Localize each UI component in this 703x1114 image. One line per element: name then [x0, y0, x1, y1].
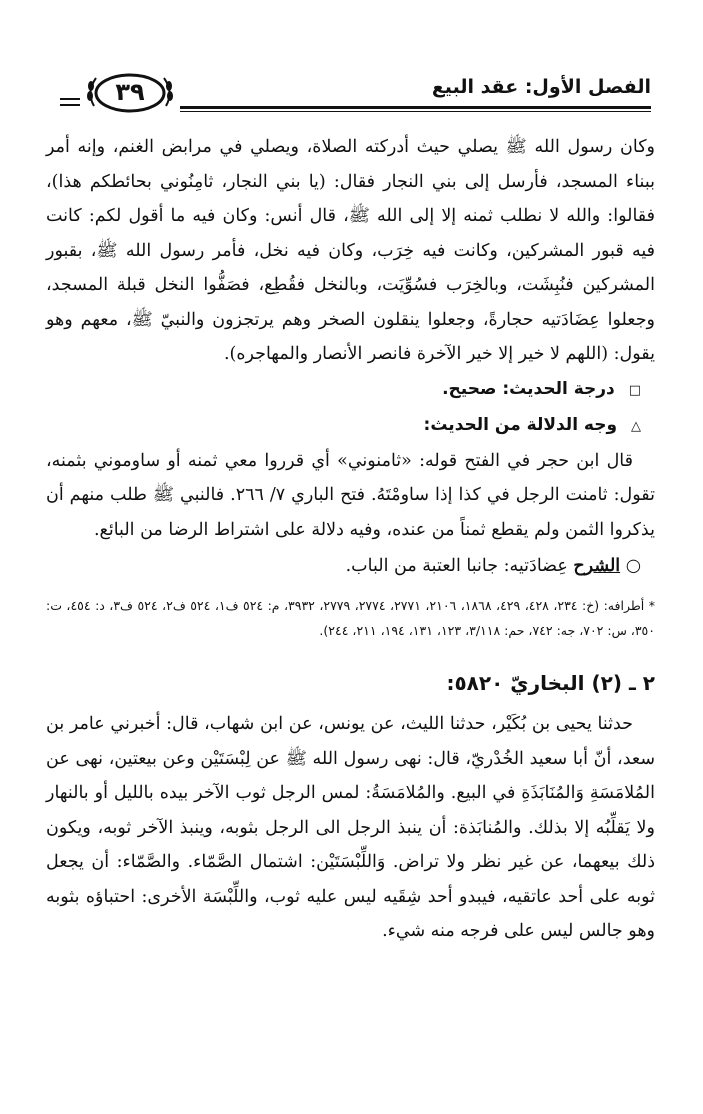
- grade-value: صحيح.: [442, 378, 497, 399]
- hadith-2-text: حدثنا يحيى بن بُكَيْر، حدثنا الليث، عن يونس، عن ابن شهاب، قال: أخبرني عامر بن سعد، أنّ أبا سعيد الخُدْريّ، قال: نهى رسول الله ﷺ عن لِبْسَتَيْن وعن بيعتين، نهى عن المُلامَسَةِ وَالمُنَابَذَةِ في البيع. والمُلامَسَةُ: لمس الرجل ثوب الآخر بيده بالليل أو بالنهار ولا يَقلِّبُه إلا بذلك. والمُنابَذة: أن ينبذ الرجل الى الرجل بثوبه، وينبذ الآخر ثوبه، ويكون ذلك بيعهما، عن غير نظر ولا تراض. وَاللِّبْسَتَيْن: اشتمال الصَّمّاء. والصَّمّاء: أن يجعل ثوبه على أحد عاتقيه، فيبدو أحد شِقَيه ليس عليه ثوب، واللِّبْسَة الأخرى: احتباؤه بثوبه وهو جالس ليس على فرجه منه شيء.: [46, 714, 655, 941]
- header-left-dash: [60, 98, 80, 108]
- sharh-line: [46, 549, 641, 583]
- page-header: [60, 70, 651, 118]
- grade-label: درجة الحديث:: [502, 378, 615, 399]
- sharh-label: الشرح: [573, 556, 621, 576]
- sharh-text: عِضادَتيه: جانبا العتبة من الباب.: [345, 556, 568, 576]
- circle-bullet-icon: ○: [625, 556, 641, 576]
- square-bullet-icon: □: [628, 382, 641, 398]
- header-rule: [180, 106, 651, 109]
- running-title: الفصل الأول: عقد البيع: [431, 76, 651, 98]
- hadith-text-paragraph: وكان رسول الله ﷺ يصلي حيث أدركته الصلاة، ويصلي في مرابض الغنم، وإنه أمر ببناء المسجد، فأرسل إلى بني النجار فقال: (يا بني النجار، ثامِنُوني بحائطكم هذا)، فقالوا: والله لا نطلب ثمنه إلا إلى الله ﷺ، قال أنس: وكان فيه ما أقول لكم: كانت فيه قبور المشركين، وكانت فيه خِرَب، وكان فيه نخل، فأمر رسول الله ﷺ، بقبور المشركين فنُبِشَت، وبالخِرَب فسُوِّيَت، وبالنخل فقُطِع، فصَفُّوا النخل قبلة المسجد، وجعلوا عِضَادَتيه حجارةً، وجعلوا ينقلون الصخر وهم يرتجزون والنبيّ ﷺ، معهم وهو يقول: (اللهم لا خير إلا خير الآخرة فانصر الأنصار والمهاجره).: [46, 137, 655, 364]
- evidence-heading: [46, 408, 641, 444]
- evidence-paragraph: قال ابن حجر في الفتح قوله: «ثامنوني» أي قرروا معي ثمنه أو ساوموني بثمنه، تقول: ثامنت الرجل في كذا إذا ساومْتَهُ. فتح الباري ٧/ ٢٦٦. فالنبي ﷺ طلب منهم أن يذكروا الثمن ولم يقطع ثمناً من عنده، وفيه دلالة على اشتراط الرضا من البائع.: [46, 450, 655, 540]
- footnote-references: * أطرافه: (خ: ٢٣٤، ٤٢٨، ٤٢٩، ١٨٦٨، ٢١٠٦، ٢٧٧١، ٢٧٧٤، ٢٧٧٩، ٣٩٣٢، م: ٥٢٤ ف١، ٥٢٤ ف٢، ٥٢٤ ف٣، د: ٤٥٤، ت: ٣٥٠، س: ٧٠٢، جه: ٧٤٢، حم: ٣/١١٨، ١٢٣، ١٣١، ١٩٤، ٢١١، ٢٤٤).: [46, 598, 655, 638]
- page-content: [46, 130, 655, 949]
- triangle-bullet-icon: △: [631, 418, 641, 434]
- evidence-label: وجه الدلالة من الحديث:: [423, 414, 618, 435]
- page-number: ٣٩: [115, 78, 145, 106]
- header-rule-thin: [180, 111, 651, 112]
- hadith-2-title: ٢ ـ (٢) البخاريّ ٥٨٢٠:: [446, 671, 655, 695]
- hadith-grade: [46, 372, 641, 408]
